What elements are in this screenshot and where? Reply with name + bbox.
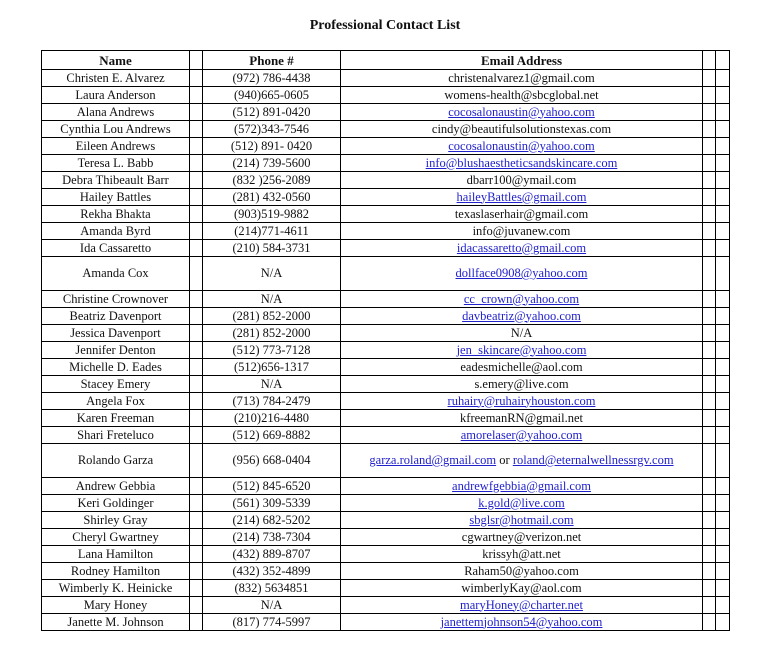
- contact-phone: (210)216-4480: [203, 410, 341, 427]
- spacer-cell: [190, 70, 203, 87]
- extra-col-1-cell: [703, 121, 716, 138]
- extra-col-1-cell: [703, 308, 716, 325]
- table-row: [42, 597, 730, 614]
- extra-col-1-cell: [703, 342, 716, 359]
- contact-email: [341, 546, 703, 563]
- email-link[interactable]: garza.roland@gmail.com: [369, 453, 497, 467]
- contact-email: [341, 478, 703, 495]
- spacer-cell: [190, 512, 203, 529]
- extra-col-2-cell: [716, 138, 730, 155]
- extra-col-1-cell: [703, 240, 716, 257]
- contact-phone: (214) 738-7304: [203, 529, 341, 546]
- contact-phone: (214) 739-5600: [203, 155, 341, 172]
- spacer-cell: [190, 495, 203, 512]
- table-row: [42, 189, 730, 206]
- table-row: [42, 138, 730, 155]
- contact-name: Amanda Cox: [42, 257, 190, 291]
- table-row: [42, 444, 730, 478]
- email-text: womens-health@sbcglobal.net: [444, 87, 599, 102]
- spacer-cell: [190, 563, 203, 580]
- extra-col-1-cell: [703, 70, 716, 87]
- email-link[interactable]: haileyBattles@gmail.com: [456, 189, 587, 204]
- table-row: [42, 512, 730, 529]
- contact-phone: (512) 669-8882: [203, 427, 341, 444]
- extra-col-1-cell: [703, 138, 716, 155]
- contact-email: [341, 172, 703, 189]
- contact-phone: N/A: [203, 257, 341, 291]
- table-row: [42, 223, 730, 240]
- contact-email: [341, 597, 703, 614]
- header-row: [42, 51, 730, 70]
- table-row: [42, 325, 730, 342]
- table-row: [42, 614, 730, 631]
- contact-email: [341, 529, 703, 546]
- spacer-cell: [190, 325, 203, 342]
- extra-col-2-cell: [716, 580, 730, 597]
- email-text: info@juvanew.com: [472, 223, 571, 238]
- contact-phone: (561) 309-5339: [203, 495, 341, 512]
- extra-col-1-cell: [703, 87, 716, 104]
- contact-name: Rekha Bhakta: [42, 206, 190, 223]
- contact-name: Stacey Emery: [42, 376, 190, 393]
- contact-name: Alana Andrews: [42, 104, 190, 121]
- extra-col-2-cell: [716, 444, 730, 478]
- contact-name: Mary Honey: [42, 597, 190, 614]
- spacer-cell: [190, 359, 203, 376]
- email-text: s.emery@live.com: [474, 376, 569, 391]
- email-text: cgwartney@verizon.net: [461, 529, 582, 544]
- contact-phone: (281) 852-2000: [203, 308, 341, 325]
- extra-col-2-cell: [716, 189, 730, 206]
- page-title: Professional Contact List: [309, 18, 461, 33]
- extra-col-2-cell: [716, 257, 730, 291]
- extra-col-2-cell: [716, 410, 730, 427]
- spacer-cell: [190, 87, 203, 104]
- contact-phone: (940)665-0605: [203, 87, 341, 104]
- contact-phone: (281) 852-2000: [203, 325, 341, 342]
- email-text: wimberlyKay@aol.com: [461, 580, 582, 595]
- contact-email: [341, 342, 703, 359]
- extra-col-2-cell: [716, 325, 730, 342]
- extra-col-1-cell: [703, 563, 716, 580]
- contact-name: Christen E. Alvarez: [42, 70, 190, 87]
- contact-phone: (432) 352-4899: [203, 563, 341, 580]
- document-page: [0, 18, 768, 646]
- extra-col-1-cell: [703, 189, 716, 206]
- contact-phone: (713) 784-2479: [203, 393, 341, 410]
- spacer-cell: [190, 342, 203, 359]
- contact-name: Jessica Davenport: [42, 325, 190, 342]
- col-header-extra-1: [703, 51, 716, 70]
- contact-name: Lana Hamilton: [42, 546, 190, 563]
- extra-col-2-cell: [716, 495, 730, 512]
- table-row: [42, 427, 730, 444]
- col-header-spacer: [190, 51, 203, 70]
- contact-name: Ida Cassaretto: [42, 240, 190, 257]
- contact-phone: (817) 774-5997: [203, 614, 341, 631]
- email-link[interactable]: maryHoney@charter.net: [460, 597, 583, 612]
- extra-col-1-cell: [703, 291, 716, 308]
- extra-col-2-cell: [716, 478, 730, 495]
- contact-name: Jennifer Denton: [42, 342, 190, 359]
- table-header: [42, 51, 730, 70]
- spacer-cell: [190, 410, 203, 427]
- table-row: [42, 478, 730, 495]
- contact-name: Shari Freteluco: [42, 427, 190, 444]
- contact-name: Debra Thibeault Barr: [42, 172, 190, 189]
- extra-col-1-cell: [703, 512, 716, 529]
- table-row: [42, 257, 730, 291]
- spacer-cell: [190, 257, 203, 291]
- email-link[interactable]: janettemjohnson54@yahoo.com: [440, 614, 603, 629]
- email-link[interactable]: ruhairy@ruhairyhouston.com: [447, 393, 596, 408]
- email-text: krissyh@att.net: [482, 546, 561, 561]
- extra-col-2-cell: [716, 308, 730, 325]
- contact-name: Christine Crownover: [42, 291, 190, 308]
- extra-col-2-cell: [716, 70, 730, 87]
- contact-phone: N/A: [203, 597, 341, 614]
- contact-email: [341, 223, 703, 240]
- contact-name: Cheryl Gwartney: [42, 529, 190, 546]
- email-text: christenalvarez1@gmail.com: [448, 70, 595, 85]
- contact-name: Wimberly K. Heinicke: [42, 580, 190, 597]
- extra-col-2-cell: [716, 597, 730, 614]
- email-link[interactable]: roland@eternalwellnessrgv.com: [512, 453, 674, 467]
- extra-col-2-cell: [716, 172, 730, 189]
- spacer-cell: [190, 240, 203, 257]
- table-row: [42, 563, 730, 580]
- contact-phone: (832) 5634851: [203, 580, 341, 597]
- table-row: [42, 359, 730, 376]
- contact-phone: (432) 889-8707: [203, 546, 341, 563]
- extra-col-1-cell: [703, 172, 716, 189]
- contact-email: [341, 580, 703, 597]
- email-link[interactable]: jen_skincare@yahoo.com: [456, 342, 587, 357]
- spacer-cell: [190, 478, 203, 495]
- spacer-cell: [190, 597, 203, 614]
- extra-col-2-cell: [716, 121, 730, 138]
- extra-col-1-cell: [703, 529, 716, 546]
- extra-col-2-cell: [716, 512, 730, 529]
- col-header-email: Email Address: [341, 51, 703, 70]
- contact-email: [341, 393, 703, 410]
- extra-col-2-cell: [716, 614, 730, 631]
- extra-col-2-cell: [716, 206, 730, 223]
- contact-phone: (956) 668-0404: [203, 444, 341, 478]
- contact-phone: (972) 786-4438: [203, 70, 341, 87]
- contact-phone: N/A: [203, 376, 341, 393]
- contact-email: [341, 410, 703, 427]
- extra-col-1-cell: [703, 597, 716, 614]
- email-link[interactable]: dollface0908@yahoo.com: [455, 266, 588, 280]
- email-link[interactable]: davbeatriz@yahoo.com: [462, 308, 581, 323]
- table-row: [42, 580, 730, 597]
- table-row: [42, 240, 730, 257]
- spacer-cell: [190, 529, 203, 546]
- contact-email: [341, 359, 703, 376]
- table-row: [42, 206, 730, 223]
- contact-email: [341, 206, 703, 223]
- contact-email: [341, 291, 703, 308]
- extra-col-1-cell: [703, 478, 716, 495]
- table-row: [42, 410, 730, 427]
- contact-table: [41, 50, 730, 631]
- spacer-cell: [190, 172, 203, 189]
- spacer-cell: [190, 138, 203, 155]
- contact-phone: (281) 432-0560: [203, 189, 341, 206]
- extra-col-2-cell: [716, 240, 730, 257]
- table-row: [42, 291, 730, 308]
- spacer-cell: [190, 614, 203, 631]
- table-row: [42, 393, 730, 410]
- email-text: cindy@beautifulsolutionstexas.com: [431, 121, 612, 136]
- email-text: eadesmichelle@aol.com: [460, 359, 583, 374]
- extra-col-2-cell: [716, 393, 730, 410]
- contact-phone: (214)771-4611: [203, 223, 341, 240]
- extra-col-2-cell: [716, 87, 730, 104]
- spacer-cell: [190, 291, 203, 308]
- table-row: [42, 104, 730, 121]
- contact-phone: (832 )256-2089: [203, 172, 341, 189]
- email-link[interactable]: idacassaretto@gmail.com: [456, 240, 587, 255]
- contact-name: Keri Goldinger: [42, 495, 190, 512]
- extra-col-2-cell: [716, 155, 730, 172]
- contact-email: [341, 427, 703, 444]
- contact-phone: (512) 845-6520: [203, 478, 341, 495]
- contact-email: [341, 240, 703, 257]
- extra-col-1-cell: [703, 257, 716, 291]
- contact-name: Eileen Andrews: [42, 138, 190, 155]
- extra-col-1-cell: [703, 546, 716, 563]
- email-link[interactable]: amorelaser@yahoo.com: [460, 427, 583, 442]
- extra-col-1-cell: [703, 155, 716, 172]
- email-text: Raham50@yahoo.com: [464, 563, 579, 578]
- email-link[interactable]: cocosalonaustin@yahoo.com: [448, 138, 595, 153]
- contact-email: [341, 257, 703, 291]
- table-row: [42, 495, 730, 512]
- contact-email: [341, 614, 703, 631]
- email-link[interactable]: andrewfgebbia@gmail.com: [452, 478, 591, 493]
- contact-phone: (903)519-9882: [203, 206, 341, 223]
- contact-email: [341, 444, 703, 478]
- spacer-cell: [190, 223, 203, 240]
- extra-col-1-cell: [703, 614, 716, 631]
- table-row: [42, 529, 730, 546]
- contact-name: Teresa L. Babb: [42, 155, 190, 172]
- table-row: [42, 376, 730, 393]
- contact-name: Michelle D. Eades: [42, 359, 190, 376]
- email-link[interactable]: info@blushaestheticsandskincare.com: [425, 155, 618, 170]
- extra-col-1-cell: [703, 206, 716, 223]
- contact-phone: (210) 584-3731: [203, 240, 341, 257]
- spacer-cell: [190, 444, 203, 478]
- extra-col-2-cell: [716, 291, 730, 308]
- email-text: N/A: [510, 325, 533, 340]
- contact-name: Rolando Garza: [42, 444, 190, 478]
- extra-col-2-cell: [716, 223, 730, 240]
- extra-col-2-cell: [716, 359, 730, 376]
- extra-col-1-cell: [703, 495, 716, 512]
- table-row: [42, 308, 730, 325]
- extra-col-1-cell: [703, 359, 716, 376]
- contact-phone: (512) 891-0420: [203, 104, 341, 121]
- contact-phone: (214) 682-5202: [203, 512, 341, 529]
- extra-col-1-cell: [703, 376, 716, 393]
- contact-email: [341, 512, 703, 529]
- contact-name: Shirley Gray: [42, 512, 190, 529]
- extra-col-1-cell: [703, 427, 716, 444]
- contact-name: Janette M. Johnson: [42, 614, 190, 631]
- extra-col-2-cell: [716, 546, 730, 563]
- contact-name: Beatriz Davenport: [42, 308, 190, 325]
- spacer-cell: [190, 580, 203, 597]
- spacer-cell: [190, 121, 203, 138]
- email-link[interactable]: cc_crown@yahoo.com: [463, 291, 580, 306]
- email-text: or: [496, 453, 513, 467]
- extra-col-1-cell: [703, 444, 716, 478]
- extra-col-2-cell: [716, 342, 730, 359]
- table-row: [42, 342, 730, 359]
- contact-name: Andrew Gebbia: [42, 478, 190, 495]
- table-row: [42, 546, 730, 563]
- extra-col-2-cell: [716, 529, 730, 546]
- contact-name: Angela Fox: [42, 393, 190, 410]
- contact-name: Laura Anderson: [42, 87, 190, 104]
- contact-email: [341, 495, 703, 512]
- spacer-cell: [190, 104, 203, 121]
- extra-col-2-cell: [716, 376, 730, 393]
- extra-col-1-cell: [703, 223, 716, 240]
- contact-phone: (512) 773-7128: [203, 342, 341, 359]
- contact-name: Amanda Byrd: [42, 223, 190, 240]
- extra-col-1-cell: [703, 104, 716, 121]
- spacer-cell: [190, 393, 203, 410]
- contact-email: [341, 325, 703, 342]
- spacer-cell: [190, 189, 203, 206]
- col-header-name: Name: [42, 51, 190, 70]
- contact-email: [341, 104, 703, 121]
- contact-phone: N/A: [203, 291, 341, 308]
- contact-email: [341, 70, 703, 87]
- contact-email: [341, 563, 703, 580]
- table-row: [42, 121, 730, 138]
- contact-email: [341, 138, 703, 155]
- contact-phone: (512)656-1317: [203, 359, 341, 376]
- table-row: [42, 172, 730, 189]
- contact-name: Rodney Hamilton: [42, 563, 190, 580]
- contact-email: [341, 308, 703, 325]
- email-link[interactable]: sbglsr@hotmail.com: [469, 512, 574, 527]
- email-link[interactable]: cocosalonaustin@yahoo.com: [448, 104, 595, 119]
- spacer-cell: [190, 546, 203, 563]
- contact-phone: (572)343-7546: [203, 121, 341, 138]
- extra-col-2-cell: [716, 104, 730, 121]
- spacer-cell: [190, 376, 203, 393]
- table-row: [42, 70, 730, 87]
- col-header-extra-2: [716, 51, 730, 70]
- contact-name: Hailey Battles: [42, 189, 190, 206]
- table-row: [42, 87, 730, 104]
- email-link[interactable]: k.gold@live.com: [478, 495, 565, 510]
- contact-email: [341, 155, 703, 172]
- email-text: dbarr100@ymail.com: [466, 172, 577, 187]
- email-text: texaslaserhair@gmail.com: [454, 206, 589, 221]
- spacer-cell: [190, 427, 203, 444]
- extra-col-1-cell: [703, 325, 716, 342]
- contact-email: [341, 376, 703, 393]
- extra-col-1-cell: [703, 580, 716, 597]
- spacer-cell: [190, 308, 203, 325]
- contact-email: [341, 121, 703, 138]
- email-text: kfreemanRN@gmail.net: [460, 410, 583, 425]
- contact-phone: (512) 891- 0420: [203, 138, 341, 155]
- extra-col-1-cell: [703, 410, 716, 427]
- extra-col-1-cell: [703, 393, 716, 410]
- table-row: [42, 155, 730, 172]
- table-body: [42, 70, 730, 631]
- contact-email: [341, 189, 703, 206]
- spacer-cell: [190, 155, 203, 172]
- contact-name: Karen Freeman: [42, 410, 190, 427]
- extra-col-2-cell: [716, 563, 730, 580]
- spacer-cell: [190, 206, 203, 223]
- extra-col-2-cell: [716, 427, 730, 444]
- contact-email: [341, 87, 703, 104]
- col-header-phone: Phone #: [203, 51, 341, 70]
- contact-name: Cynthia Lou Andrews: [42, 121, 190, 138]
